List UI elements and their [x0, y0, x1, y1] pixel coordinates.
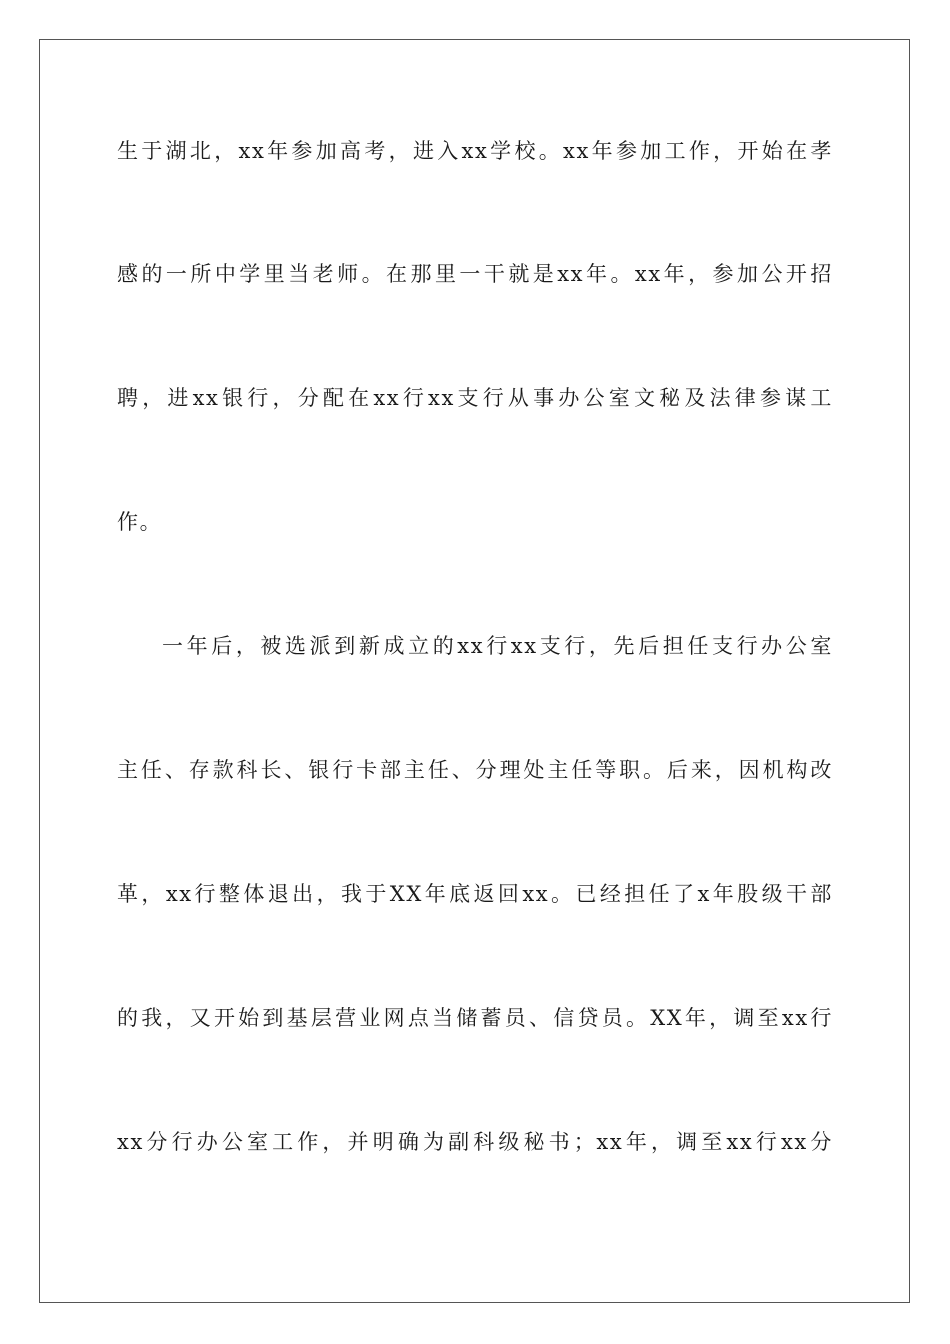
paragraph-line-8: 的我，又开始到基层营业网点当储蓄员、信贷员。XX年，调至xx行 — [117, 1006, 833, 1030]
page-border — [39, 39, 910, 1303]
paragraph-line-9: xx分行办公室工作，并明确为副科级秘书；xx年，调至xx行xx分 — [117, 1130, 833, 1154]
paragraph-line-6: 主任、存款科长、银行卡部主任、分理处主任等职。后来，因机构改 — [117, 758, 833, 782]
paragraph-line-1: 生于湖北，xx年参加高考，进入xx学校。xx年参加工作，开始在孝 — [117, 139, 833, 163]
paragraph-line-2: 感的一所中学里当老师。在那里一干就是xx年。xx年，参加公开招 — [117, 262, 833, 286]
paragraph-line-5: 一年后，被选派到新成立的xx行xx支行，先后担任支行办公室 — [162, 634, 833, 658]
paragraph-line-3: 聘，进xx银行，分配在xx行xx支行从事办公室文秘及法律参谋工 — [117, 386, 833, 410]
paragraph-line-7: 革，xx行整体退出，我于XX年底返回xx。已经担任了x年股级干部 — [117, 882, 833, 906]
paragraph-line-4: 作。 — [117, 510, 163, 534]
